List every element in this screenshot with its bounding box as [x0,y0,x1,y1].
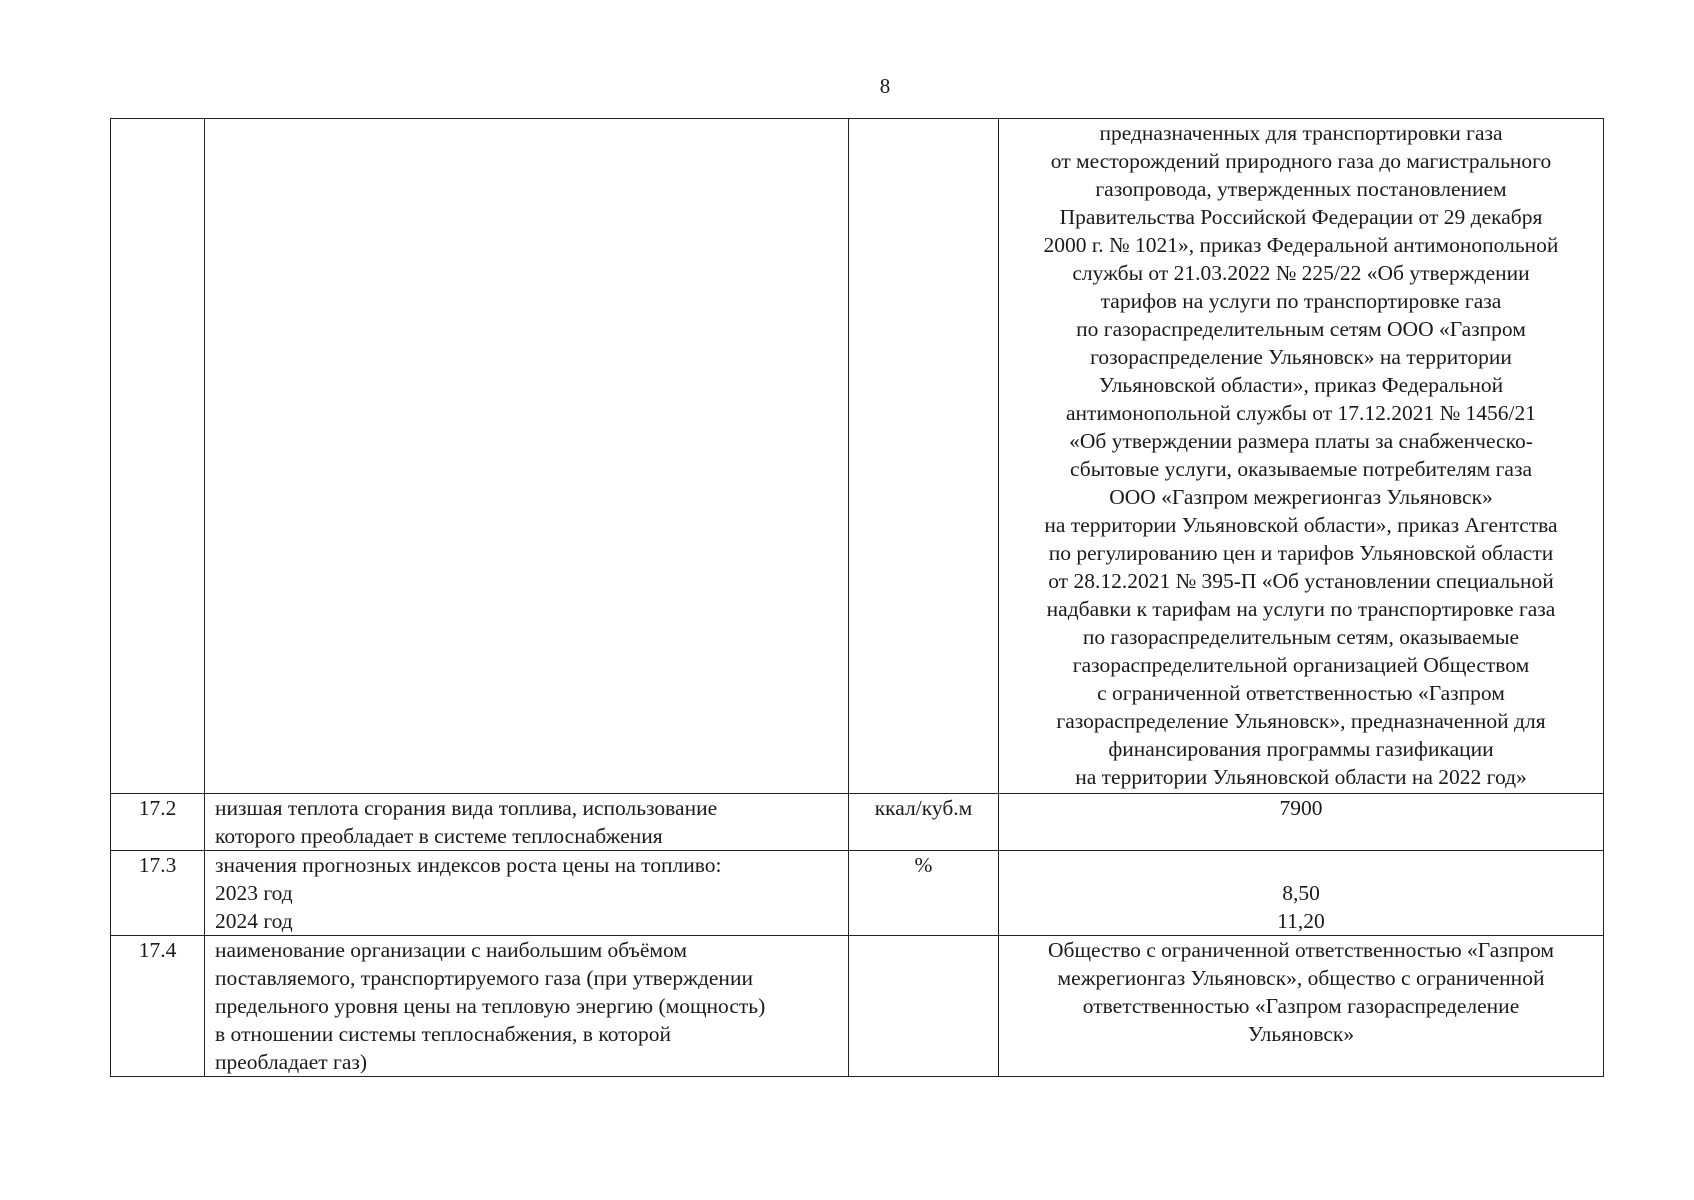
text-line: наименование организации с наибольшим объёмом [215,938,687,962]
text-line: ООО «Газпром межрегионгаз Ульяновск» [1109,485,1493,509]
cell-unit: ккал/куб.м [849,794,999,851]
text-line: антимонопольной службы от 17.12.2021 № 1456/21 [1066,401,1536,425]
text-line: службы от 21.03.2022 № 225/22 «Об утверждении [1072,261,1530,285]
text-line: на территории Ульяновской области», приказ Агентства [1044,513,1558,537]
text-line: которого преобладает в системе теплоснабжения [215,824,663,848]
text-line-empty [1009,851,1593,879]
cell-description [205,794,849,851]
cell-description [205,851,849,936]
text-line: по газораспределительным сетям ООО «Газпром [1076,317,1526,341]
text-line: ответственностью «Газпром газораспределение [1082,994,1520,1018]
text-line: Правительства Российской Федерации от 29 декабря [1059,205,1543,229]
cell-value [999,936,1604,1077]
text-line: тарифов на услуги по транспортировке газа [1100,289,1502,313]
cell-number-empty [111,119,205,794]
text-line: низшая теплота сгорания вида топлива, использование [215,796,718,820]
table-row-17-4 [111,936,1604,1077]
text-line: «Об утверждении размера платы за снабженческо- [1069,429,1533,453]
table-row-17-3 [111,851,1604,936]
cell-description-empty [205,119,849,794]
text-line: значения прогнозных индексов роста цены на топливо: [215,853,722,877]
text-line: Общество с ограниченной ответственностью «Газпром [1048,938,1554,962]
page-number: 8 [879,74,891,98]
value-2023: 8,50 [1282,881,1320,905]
text-line: газораспределение Ульяновск», предназначенной для [1056,709,1546,733]
cell-value [999,851,1604,936]
text-line: 2000 г. № 1021», приказ Федеральной антимонопольной [1043,233,1559,257]
text-line: Ульяновской области», приказ Федеральной [1098,373,1504,397]
document-table [110,118,1604,1077]
cell-value: 7900 [999,794,1604,851]
table-row-17-2 [111,794,1604,851]
table-row-continuation [111,119,1604,794]
cell-number: 17.4 [111,936,205,1077]
text-line: предназначенных для транспортировки газа [1099,121,1503,145]
cell-number: 17.2 [111,794,205,851]
text-line: с ограниченной ответственностью «Газпром [1097,681,1505,705]
text-line: финансирования программы газификации [1108,737,1494,761]
cell-description [205,936,849,1077]
text-line: 2023 год [215,881,293,905]
text-line: от 28.12.2021 № 395-П «Об установлении специальной [1048,569,1554,593]
cell-unit-empty [849,119,999,794]
text-line: газопровода, утвержденных постановлением [1095,177,1507,201]
text-line: надбавки к тарифам на услуги по транспортировке газа [1046,597,1556,621]
text-line: на территории Ульяновской области на 2022 год» [1075,765,1527,789]
text-line: сбытовые услуги, оказываемые потребителям газа [1070,457,1532,481]
cell-value-continuation [999,119,1604,794]
text-line: в отношении системы теплоснабжения, в которой [215,1022,672,1046]
text-line: по газораспределительным сетям, оказываемые [1082,625,1520,649]
text-line: предельного уровня цены на тепловую энергию (мощность) [215,994,766,1018]
text-line: гозораспределение Ульяновск» на территории [1090,345,1512,369]
text-line: Ульяновск» [1247,1022,1355,1046]
cell-number: 17.3 [111,851,205,936]
text-line: преобладает газ) [215,1050,368,1074]
text-line: газораспределительной организацией Обществом [1072,653,1530,677]
cell-unit: % [849,851,999,936]
value-2024: 11,20 [1277,909,1325,933]
text-line: поставляемого, транспортируемого газа (при утверждении [215,966,753,990]
text-line: по регулированию цен и тарифов Ульяновской области [1048,541,1554,565]
text-line: межрегионгаз Ульяновск», общество с ограниченной [1057,966,1545,990]
text-line: от месторождений природного газа до магистрального [1050,149,1552,173]
cell-unit [849,936,999,1077]
text-line: 2024 год [215,909,293,933]
